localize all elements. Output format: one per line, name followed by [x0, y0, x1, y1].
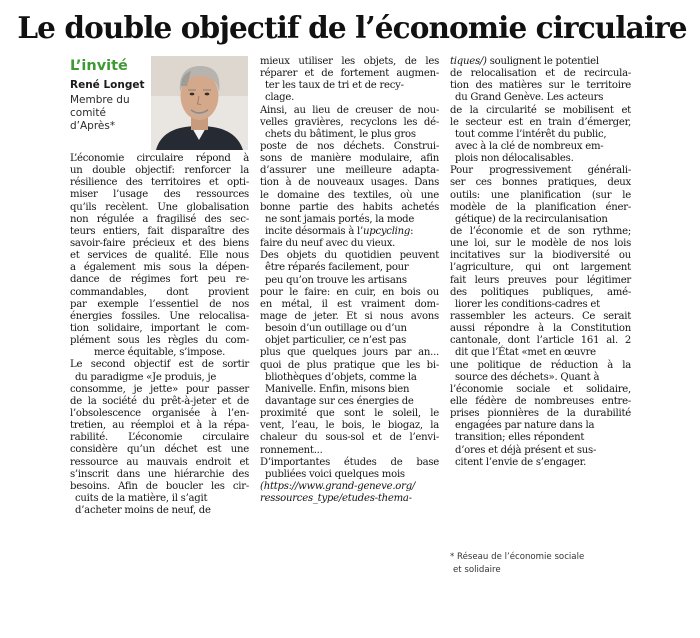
article-line: réparer et de fortement augmen- — [260, 68, 439, 80]
article-line: l’agriculture, qui ont largement — [450, 262, 631, 274]
article-line: tion solidaire, important le com- — [70, 322, 249, 334]
article-line: teurs entiers, fait disparaître des — [70, 225, 249, 237]
article-line: ser ces bonnes pratiques, deux — [450, 177, 631, 189]
article-line — [260, 226, 439, 238]
article-line: ressource au mauvais endroit et — [70, 456, 249, 468]
article-line: proximité que sont le soleil, le — [260, 408, 439, 420]
article-line: d’acheter moins de neuf, de — [75, 505, 211, 517]
article-line: prises pionnières de la durabilité — [450, 408, 631, 420]
author-role-line: Membre du — [70, 94, 130, 106]
article-line: (https://www.grand-geneve.org/ — [260, 480, 416, 492]
article-line: des politiques publiques, amé- — [450, 286, 631, 298]
article-line: chaleur du sous-sol et de l’envi- — [260, 432, 439, 444]
article-line: a également mis sous la dépen- — [70, 262, 249, 274]
article-column-2 — [260, 56, 439, 505]
article-line: L’économie circulaire répond à — [70, 153, 249, 164]
author-role — [70, 94, 130, 133]
article-line: sons de manière modulaire, afin — [260, 153, 439, 165]
article-line: ter les taux de tri et de recy- — [265, 80, 404, 92]
article-line: avec à la clé de nombreux em- — [455, 140, 604, 152]
article-line: quoi de plus pratique que les bi- — [260, 359, 439, 371]
article-text: : — [410, 225, 414, 237]
article-line: ressources_type/etudes-thema- — [260, 493, 412, 505]
headline: Le double objectif de l’économie circulaire — [17, 10, 687, 45]
article-line: l’économie sociale et solidaire, — [450, 383, 631, 395]
article-line: tion à de nouveaux usages. Dans — [260, 177, 439, 189]
author-role-line: d’Après* — [70, 120, 116, 132]
article-line: plus que quelques jours par an... — [260, 347, 439, 359]
article-line: peu qu’on trouve les artisans — [265, 274, 407, 286]
article-line: miser l’usage des ressources — [70, 189, 249, 201]
article-line: un double objectif: renforcer la — [70, 165, 249, 177]
article-line: savoir-faire précieux et des biens — [70, 237, 249, 249]
article-line: du Grand Genève. Les acteurs — [455, 92, 604, 104]
article-line: l’obsolescence organisée à l’en- — [70, 407, 249, 419]
article-line: ne sont jamais portés, la mode — [265, 213, 415, 225]
article-line: besoin d’un outillage ou d’un — [265, 323, 407, 335]
article-text: incite désormais à l’ — [265, 225, 363, 237]
article-line: par exemple l’essentiel de nos — [70, 298, 249, 310]
footnote — [450, 551, 640, 576]
article-line: une loi, sur le modèle de nos lois — [450, 238, 631, 250]
article-line: source des déchets». Quant à — [455, 371, 600, 383]
article-line: outils: une planification (sur le — [450, 189, 631, 201]
article-line: considère qu’un déchet est une — [70, 444, 249, 456]
article-line: en métal, il est vraiment dom- — [260, 298, 439, 310]
article-line: Manivelle. Enfin, misons bien — [265, 383, 410, 395]
article-line: cuits de la matière, il s’agit — [75, 492, 208, 504]
article-line: citent l’envie de s’engager. — [455, 456, 587, 468]
article-line: engagées par nature dans la — [455, 420, 595, 432]
article-line: et services de qualité. Elle nous — [70, 250, 249, 262]
article-line: tretien, au réemploi et à la répa- — [70, 420, 249, 432]
article-line: liorer les conditions-cadres et — [455, 298, 600, 310]
article-line: consomme, je jette» pour passer — [70, 383, 249, 395]
article-line: bonne partie des habits achetés — [260, 201, 439, 213]
rubric-label: L’invité — [70, 58, 128, 74]
article-line: pour le faire: en cuir, en bois ou — [260, 286, 439, 298]
article-line: vent, l’eau, le bois, le biogaz, la — [260, 420, 439, 432]
article-line: faire du neuf avec du vieux. — [260, 238, 396, 250]
article-line: clage. — [265, 92, 295, 104]
article-line: poste de nos déchets. Construi- — [260, 140, 439, 152]
article-line: de la circularité se mobilisent et — [450, 104, 631, 116]
article-line: d’ores et déjà présent et sus- — [455, 444, 597, 456]
article-line: de l’économie et de son rythme; — [450, 225, 631, 237]
article-text: soulignent le potentiel — [486, 56, 599, 67]
invite-box — [66, 56, 249, 150]
author-role-line: comité — [70, 107, 106, 119]
article-line: rabilité. L’économie circulaire — [70, 432, 249, 444]
article-line: gétique) de la recirculanisation — [455, 213, 608, 225]
article-line: modèle de la planification éner- — [450, 201, 631, 213]
author-name: René Longet — [70, 79, 145, 91]
article-line: résilience des territoires et opti- — [70, 177, 249, 189]
article-line: énergies fossiles. Une relocalisa- — [70, 310, 249, 322]
italic-term: tiques/) — [450, 56, 487, 67]
article-line: le secteur est en train d’émerger, — [450, 116, 631, 128]
article-line: commandables, dont provient — [70, 286, 249, 298]
article-line: plément sous les règles du com- — [70, 335, 249, 347]
article-line: mieux utiliser les objets, de les — [260, 56, 439, 67]
article-line: tout comme l’intérêt du public, — [455, 128, 607, 140]
author-portrait — [151, 56, 248, 150]
article-line: plois non délocalisables. — [455, 153, 574, 165]
article-line: transition; elles répondent — [455, 432, 585, 444]
article-line: être réparés facilement, pour — [265, 262, 409, 274]
article-line: cantonale, dont l’article 161 al. 2 — [450, 335, 631, 347]
article-line: s’inscrit dans une hiérarchie des — [70, 468, 249, 480]
article-line: une politique de réduction à la — [450, 359, 631, 371]
article-line — [450, 56, 631, 68]
article-line: chets du bâtiment, le plus gros — [265, 128, 416, 140]
article-line: d’assurer une meilleure adapta- — [260, 165, 439, 177]
footnote-line: * Réseau de l’économie sociale — [450, 552, 585, 562]
footnote-line: et solidaire — [453, 564, 501, 575]
article-line: Le second objectif est de sortir — [70, 359, 249, 371]
article-line: dit que l’État «met en œuvre — [455, 347, 596, 359]
article-line: de la société du prêt-à-jeter et de — [70, 395, 249, 407]
article-line: incitatives sur la biodiversité ou — [450, 250, 631, 262]
article-line: aussi répondre à la Constitution — [450, 323, 631, 335]
article-line: bliothèques d’objets, comme la — [265, 371, 417, 383]
article-line: dance de régimes fort peu re- — [70, 274, 249, 286]
article-line: le domaine des textiles, où une — [260, 189, 439, 201]
article-line: de relocalisation et de recircula- — [450, 68, 631, 80]
article-line: Pour progressivement générali- — [450, 165, 631, 177]
article-line: objet particulier, ce n’est pas — [265, 335, 407, 347]
article-line: elle fédère de nombreuses entre- — [450, 395, 631, 407]
italic-term: upcycling — [362, 225, 411, 237]
article-line: du paradigme «Je produis, je — [75, 371, 217, 383]
article-column-1 — [70, 153, 249, 517]
article-column-3 — [450, 56, 631, 469]
article-line: rassembler les acteurs. Ce serait — [450, 310, 631, 322]
article-line: qu’ils recèlent. Une globalisation — [70, 201, 249, 213]
article-line: publiées voici quelques mois — [265, 468, 405, 480]
article-line: davantage sur ces énergies de — [265, 395, 414, 407]
article-line: fait leurs preuves pour légitimer — [450, 274, 631, 286]
article-line: mage de jeter. Et si nous avons — [260, 310, 439, 322]
article-line: Des objets du quotidien peuvent — [260, 250, 439, 262]
article-line: ronnement... — [260, 444, 323, 456]
article-line: Ainsi, au lieu de creuser de nou- — [260, 104, 439, 116]
article-line: besoins. Afin de boucler les cir- — [70, 480, 249, 492]
article-line: velles gravières, recyclons les dé- — [260, 116, 439, 128]
article-line: non régulée a fragilisé des sec- — [70, 213, 249, 225]
article-line: D’importantes études de base — [260, 456, 439, 468]
article-line: tion des matières sur le territoire — [450, 80, 631, 92]
article-line: merce équitable, s’impose. — [93, 347, 226, 359]
